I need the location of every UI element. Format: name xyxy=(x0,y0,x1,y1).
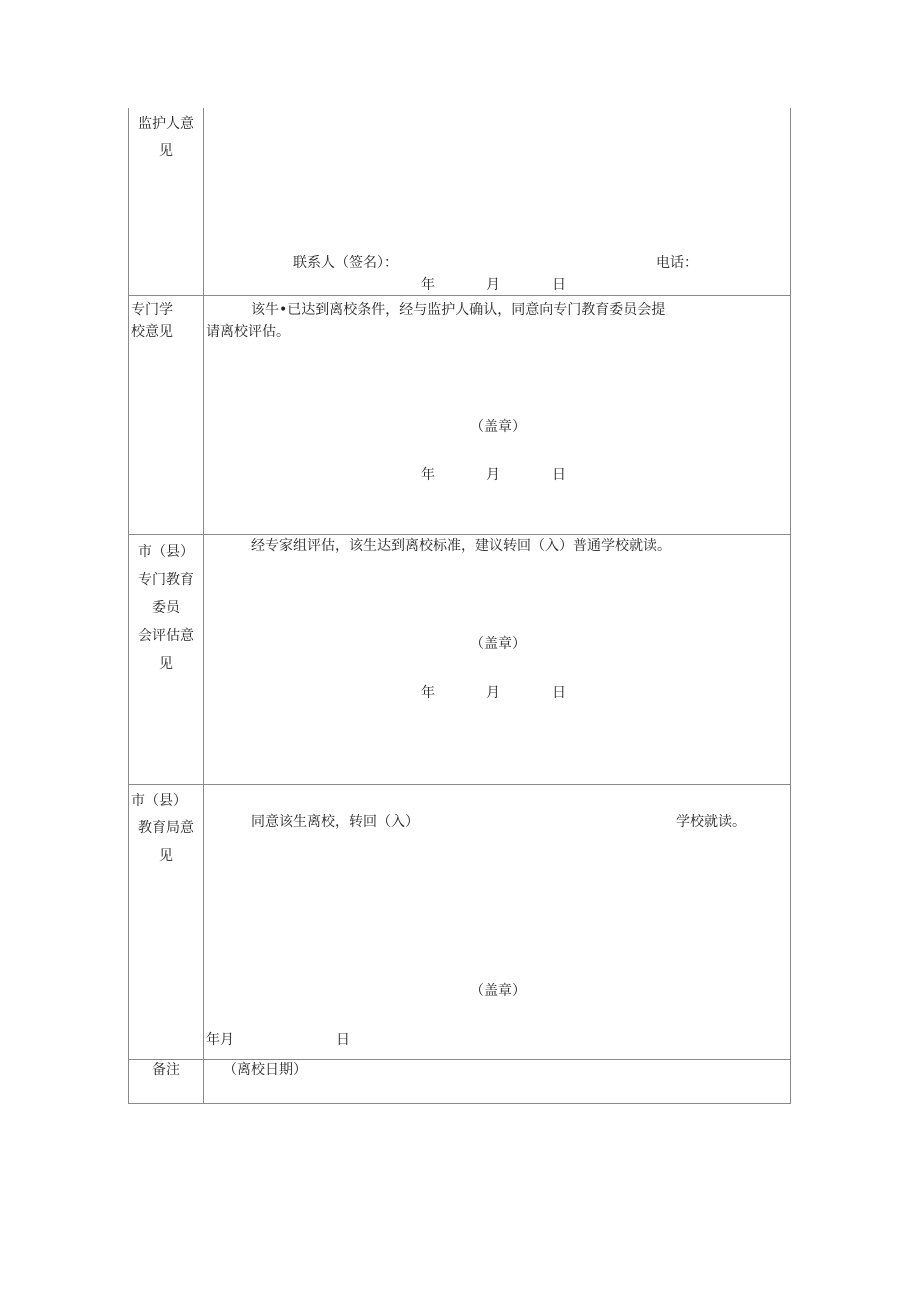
guardian-date-year: 年 xyxy=(421,277,435,293)
school-label-line1: 专门学 xyxy=(131,302,173,318)
committee-seal-label: （盖章） xyxy=(470,636,526,652)
remarks-label: 备注 xyxy=(152,1062,180,1078)
bottom-border xyxy=(128,1103,791,1104)
bureau-opinion-text-left: 同意该生离校，转回（入） xyxy=(251,814,419,830)
row-divider-4 xyxy=(128,1059,791,1060)
school-date-month: 月 xyxy=(486,467,500,483)
right-border xyxy=(790,108,791,1104)
bureau-date-day: 日 xyxy=(336,1032,350,1048)
committee-date-day: 日 xyxy=(552,685,566,701)
school-date-day: 日 xyxy=(552,467,566,483)
bureau-label-line3: 见 xyxy=(159,848,173,864)
guardian-date-day: 日 xyxy=(552,277,566,293)
committee-label-line1: 市（县） xyxy=(138,544,194,560)
school-opinion-text-line2: 请离校评估。 xyxy=(206,324,290,340)
bureau-label-line1: 市（县） xyxy=(131,793,187,809)
school-label-line2: 校意见 xyxy=(131,324,173,340)
committee-label-line2: 专门教育 xyxy=(138,572,194,588)
row-divider-2 xyxy=(128,534,791,535)
guardian-phone-label: 电话： xyxy=(656,255,698,271)
committee-opinion-text: 经专家组评估，该生达到离校标准，建议转回（入）普通学校就读。 xyxy=(251,538,671,554)
bureau-date-year-month: 年月 xyxy=(206,1032,234,1048)
committee-label-line3: 委员 xyxy=(152,600,180,616)
guardian-label-line1: 监护人意 xyxy=(138,116,194,132)
committee-label-line5: 见 xyxy=(159,656,173,672)
guardian-contact-label: 联系人（签名）： xyxy=(293,255,398,271)
committee-date-year: 年 xyxy=(421,685,435,701)
remarks-value: （离校日期） xyxy=(223,1062,307,1078)
bureau-label-line2: 教育局意 xyxy=(138,820,194,836)
school-date-year: 年 xyxy=(421,467,435,483)
bureau-seal-label: （盖章） xyxy=(470,983,526,999)
row-divider-3 xyxy=(128,784,791,785)
school-seal-label: （盖章） xyxy=(470,419,526,435)
label-column-divider xyxy=(203,108,204,1104)
guardian-label-line2: 见 xyxy=(159,143,173,159)
committee-label-line4: 会评估意 xyxy=(138,628,194,644)
committee-date-month: 月 xyxy=(486,685,500,701)
school-opinion-text-line1: 该牛•已达到离校条件，经与监护人确认，同意向专门教育委员会提 xyxy=(251,302,666,318)
row-divider-1 xyxy=(128,295,791,296)
bureau-opinion-text-right: 学校就读。 xyxy=(676,814,746,830)
guardian-date-month: 月 xyxy=(486,277,500,293)
